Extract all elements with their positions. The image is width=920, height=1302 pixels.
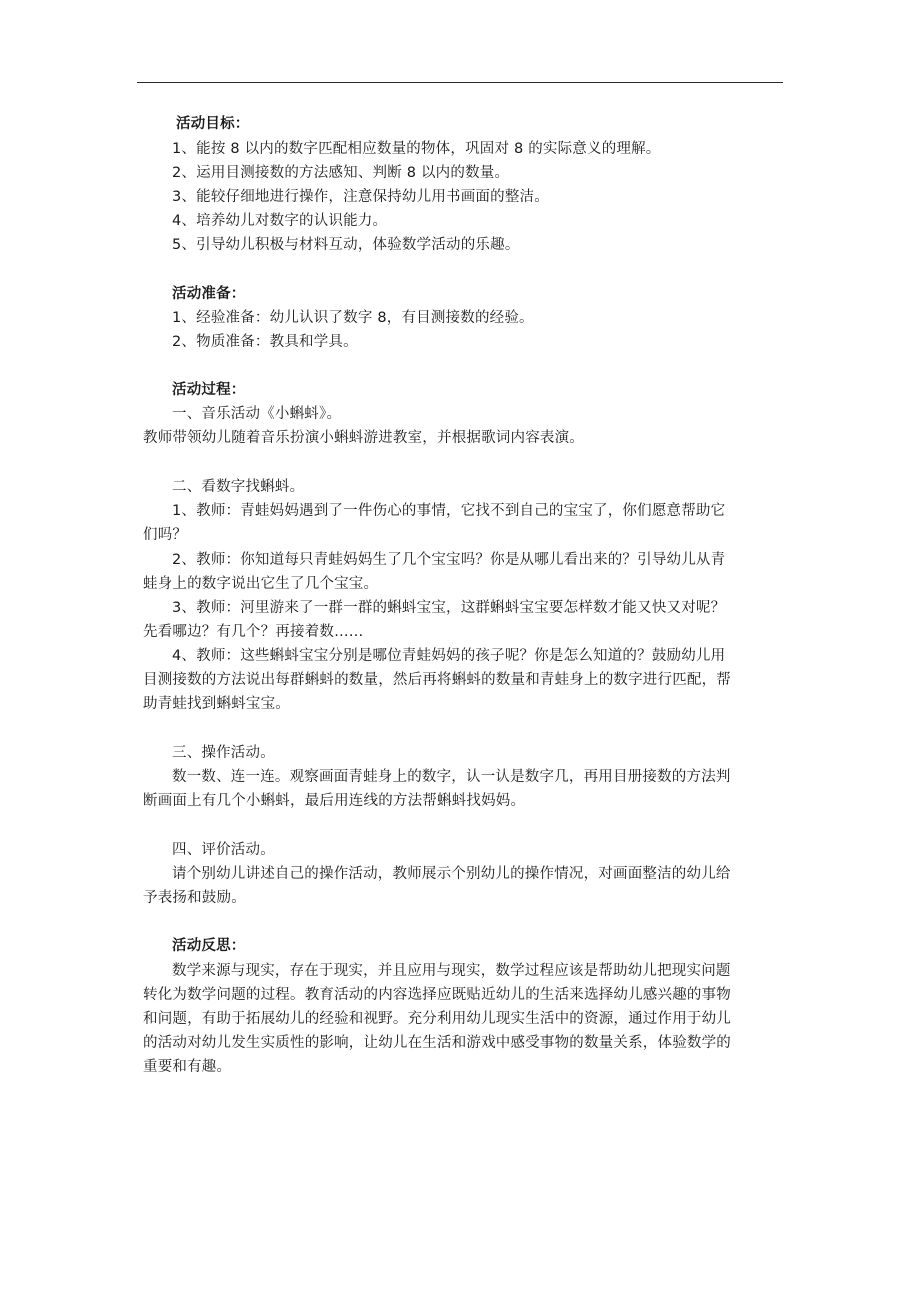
part2-line: 3、教师：河里游来了一群一群的蝌蚪宝宝，这群蝌蚪宝宝要怎样数才能又快又对呢？ — [172, 600, 726, 616]
part2-title: 二、看数字找蝌蚪。 — [172, 479, 305, 495]
goal-item: 1、能按 8 以内的数字匹配相应数量的物体，巩固对 8 的实际意义的理解。 — [172, 141, 661, 157]
reflection-line: 数学来源与现实，存在于现实，并且应用与现实，数学过程应该是帮助幼儿把现实问题 — [172, 963, 731, 979]
reflection-line: 重要和有趣。 — [143, 1059, 232, 1075]
prep-item: 2、物质准备：教具和学具。 — [172, 334, 358, 350]
reflection-line: 的活动对幼儿发生实质性的影响，让幼儿在生活和游戏中感受事物的数量关系，体验数学的 — [143, 1035, 731, 1051]
part2-line: 助青蛙找到蝌蚪宝宝。 — [143, 696, 290, 712]
prep-heading: 活动准备： — [172, 286, 246, 302]
part2-line: 们吗？ — [143, 527, 188, 543]
goal-item: 3、能较仔细地进行操作，注意保持幼儿用书画面的整洁。 — [172, 189, 549, 205]
part4-line: 请个别幼儿讲述自己的操作活动，教师展示个别幼儿的操作情况，对画面整洁的幼儿给 — [172, 866, 731, 882]
part2-line: 1、教师：青蛙妈妈遇到了一件伤心的事情，它找不到自己的宝宝了，你们愿意帮助它 — [172, 503, 726, 519]
reflection-line: 和问题，有助于拓展幼儿的经验和视野。充分利用幼儿现实生活中的资源，通过作用于幼儿 — [143, 1011, 731, 1027]
part2-line: 蛙身上的数字说出它生了几个宝宝。 — [143, 576, 379, 592]
part3-line: 数一数、连一连。观察画面青蛙身上的数字，认一认是数字几，再用目册接数的方法判 — [172, 769, 731, 785]
goal-item: 2、运用目测接数的方法感知、判断 8 以内的数量。 — [172, 165, 510, 181]
part1-title: 一、音乐活动《小蝌蚪》。 — [172, 406, 342, 422]
goal-item: 5、引导幼儿积极与材料互动，体验数学活动的乐趣。 — [172, 237, 520, 253]
part3-title: 三、操作活动。 — [172, 745, 275, 761]
part3-line: 断画面上有几个小蝌蚪，最后用连线的方法帮蝌蚪找妈妈。 — [143, 793, 526, 809]
reflection-heading: 活动反思： — [172, 938, 246, 954]
part4-line: 予表扬和鼓励。 — [143, 890, 246, 906]
prep-item: 1、经验准备：幼儿认识了数字 8，有目测接数的经验。 — [172, 310, 534, 326]
part4-title: 四、评价活动。 — [172, 842, 275, 858]
part2-line: 先看哪边？有几个？再接着数…… — [143, 624, 364, 640]
part2-line: 2、教师：你知道每只青蛙妈妈生了几个宝宝吗？你是从哪儿看出来的？引导幼儿从青 — [172, 552, 726, 568]
process-heading: 活动过程： — [172, 382, 246, 398]
part2-line: 目测接数的方法说出每群蝌蚪的数量，然后再将蝌蚪的数量和青蛙身上的数字进行匹配，帮 — [143, 672, 731, 688]
reflection-line: 转化为数学问题的过程。教育活动的内容选择应既贴近幼儿的生活来选择幼儿感兴趣的事物 — [143, 987, 731, 1003]
part1-text: 教师带领幼儿随着音乐扮演小蝌蚪游进教室，并根据歌词内容表演。 — [143, 430, 584, 446]
goal-item: 4、培养幼儿对数字的认识能力。 — [172, 213, 388, 229]
part2-line: 4、教师：这些蝌蚪宝宝分别是哪位青蛙妈妈的孩子呢？你是怎么知道的？鼓励幼儿用 — [172, 648, 726, 664]
goals-heading: 活动目标： — [176, 116, 250, 132]
